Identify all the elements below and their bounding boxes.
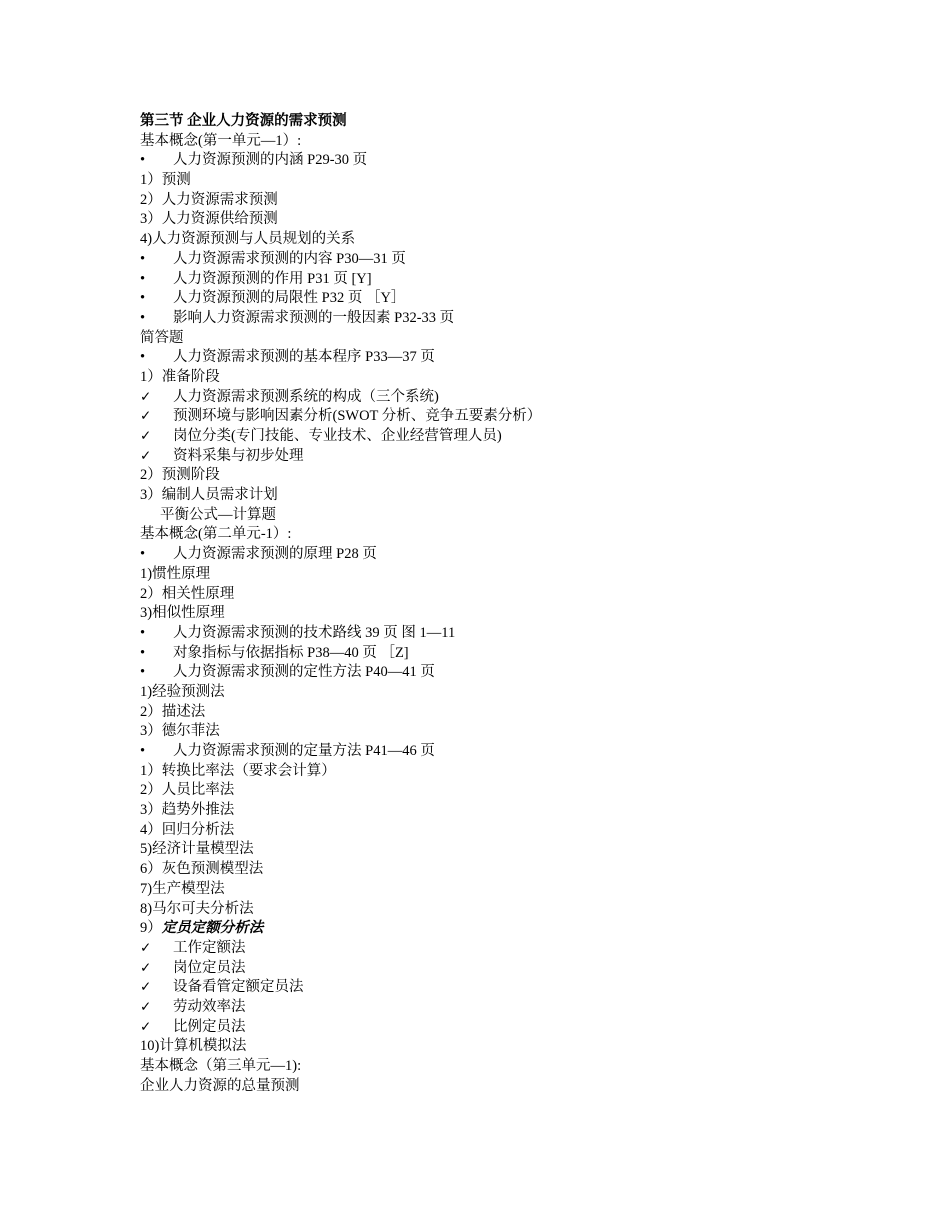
line-text: 2）相关性原理: [140, 585, 235, 602]
text-line: [140, 506, 900, 526]
line-text: 6）灰色预测模型法: [140, 861, 264, 878]
text-line: [140, 151, 900, 171]
bullet-icon: •: [140, 309, 146, 326]
bullet-icon: •: [140, 624, 146, 641]
text-line: [140, 1018, 900, 1038]
text-line: [140, 880, 900, 900]
line-text: 3）趋势外推法: [140, 802, 235, 819]
text-line: [140, 860, 900, 880]
text-line: [140, 919, 900, 939]
text-line: [140, 329, 900, 349]
bullet-icon: •: [140, 743, 146, 759]
line-text: 人力资源需求预测的内容 P30—31 页: [173, 250, 406, 267]
line-text: 人力资源需求预测的原理 P28 页: [173, 546, 377, 563]
text-line: [140, 821, 900, 841]
text-line: [140, 801, 900, 821]
bullet-icon: •: [140, 270, 146, 287]
line-emphasis: 定员定额分析法: [161, 920, 264, 937]
line-text: 基本概念（第三单元—1):: [140, 1058, 302, 1074]
bullet-icon: •: [140, 644, 146, 661]
line-text: 2）人力资源需求预测: [140, 191, 278, 208]
line-text: 设备看管定额定员法: [173, 979, 304, 996]
check-mark-icon: ✓: [140, 1018, 152, 1035]
text-line: [140, 132, 900, 152]
line-text: 简答题: [140, 329, 184, 346]
line-text: 10)计算机模拟法: [140, 1038, 247, 1055]
text-line: [140, 525, 900, 545]
line-text: 基本概念(第二单元-1）:: [140, 526, 292, 543]
line-text: 资料采集与初步处理: [173, 447, 304, 464]
line-text: 2）预测阶段: [140, 467, 220, 484]
line-text: 7)生产模型法: [140, 880, 225, 897]
check-mark-icon: ✓: [140, 388, 152, 405]
text-line: [140, 703, 900, 723]
line-text: 平衡公式—计算题: [160, 506, 276, 523]
bullet-icon: •: [140, 290, 146, 307]
bullet-icon: •: [140, 546, 146, 563]
line-text: 3)相似性原理: [140, 605, 225, 622]
check-mark-icon: ✓: [140, 979, 152, 996]
check-mark-icon: ✓: [140, 408, 152, 425]
text-line: [140, 585, 900, 605]
text-line: [140, 427, 900, 447]
line-text: 人力资源需求预测系统的构成（三个系统): [173, 388, 439, 405]
line-text: 人力资源需求预测的基本程序 P33—37 页: [173, 349, 435, 366]
check-mark-icon: ✓: [140, 998, 152, 1015]
line-text: 人力资源需求预测的技术路线 39 页 图 1—11: [173, 624, 456, 641]
text-line: [140, 742, 900, 762]
text-line: [140, 210, 900, 230]
text-line: [140, 998, 900, 1018]
line-text: 基本概念(第一单元—1）:: [140, 132, 302, 149]
document-page: [140, 112, 900, 1096]
check-mark-icon: ✓: [140, 959, 152, 976]
line-text: 人力资源需求预测的定性方法 P40—41 页: [173, 664, 435, 681]
line-text: 5)经济计量模型法: [140, 841, 254, 858]
text-line: [140, 289, 900, 309]
line-text: 2）描述法: [140, 703, 206, 720]
text-line: [140, 230, 900, 250]
line-text: 3）德尔菲法: [140, 723, 220, 740]
text-line: [140, 250, 900, 270]
text-line: [140, 900, 900, 920]
line-text: 4)人力资源预测与人员规划的关系: [140, 231, 356, 248]
check-mark-icon: ✓: [140, 428, 152, 444]
line-text: 企业人力资源的总量预测: [140, 1077, 300, 1094]
text-line: [140, 388, 900, 408]
text-line: [140, 978, 900, 998]
text-line: [140, 644, 900, 664]
line-text: 岗位分类(专门技能、专业技术、企业经营管理人员): [173, 428, 502, 444]
text-line: [140, 604, 900, 624]
text-line: [140, 959, 900, 979]
bullet-icon: •: [140, 152, 146, 169]
text-line: [140, 368, 900, 388]
text-line: [140, 624, 900, 644]
text-line: [140, 840, 900, 860]
text-line: [140, 407, 900, 427]
text-line: [140, 1057, 900, 1077]
line-text: 8)马尔可夫分析法: [140, 900, 254, 917]
line-text: 1）预测: [140, 172, 191, 189]
check-mark-icon: ✓: [140, 939, 152, 956]
line-text: 工作定额法: [173, 939, 246, 956]
text-line: [140, 939, 900, 959]
line-text: 人力资源预测的局限性 P32 页 ［Y］: [173, 290, 406, 307]
text-line: [140, 486, 900, 506]
line-text: 对象指标与依据指标 P38—40 页 ［Z]: [173, 644, 409, 661]
bullet-icon: •: [140, 664, 146, 681]
line-text: 3）人力资源供给预测: [140, 211, 278, 228]
text-line: [140, 348, 900, 368]
document-body: [140, 132, 900, 1097]
check-mark-icon: ✓: [140, 447, 152, 464]
line-text: 4）回归分析法: [140, 821, 235, 838]
line-text: 预测环境与影响因素分析(SWOT 分析、竞争五要素分析）: [173, 408, 542, 425]
line-text: 1)经验预测法: [140, 683, 225, 700]
section-title: 第三节 企业人力资源的需求预测: [140, 113, 347, 129]
line-text: 1）准备阶段: [140, 368, 220, 385]
line-text: 1）转换比率法（要求会计算）: [140, 762, 336, 779]
text-line: [140, 466, 900, 486]
text-line: [140, 171, 900, 191]
text-line: [140, 565, 900, 585]
line-text: 人力资源需求预测的定量方法 P41—46 页: [173, 743, 435, 759]
line-text: 人力资源预测的内涵 P29-30 页: [173, 152, 368, 169]
bullet-icon: •: [140, 250, 146, 267]
text-line: [140, 1077, 900, 1097]
text-line: [140, 683, 900, 703]
line-text: 人力资源预测的作用 P31 页 [Y]: [173, 270, 372, 287]
text-line: [140, 781, 900, 801]
text-line: [140, 545, 900, 565]
text-line: [140, 1037, 900, 1057]
text-line: [140, 663, 900, 683]
line-text: 9）: [140, 920, 162, 937]
text-line: [140, 270, 900, 290]
line-text: 岗位定员法: [173, 959, 246, 976]
line-text: 2）人员比率法: [140, 782, 235, 799]
text-line: [140, 309, 900, 329]
text-line: [140, 722, 900, 742]
line-text: 3）编制人员需求计划: [140, 487, 278, 504]
line-text: 比例定员法: [173, 1018, 246, 1035]
text-line: [140, 447, 900, 467]
text-line: [140, 191, 900, 211]
line-text: 1)惯性原理: [140, 565, 211, 582]
line-text: 劳动效率法: [173, 998, 246, 1015]
line-text: 影响人力资源需求预测的一般因素 P32-33 页: [173, 309, 455, 326]
bullet-icon: •: [140, 349, 146, 366]
text-line: [140, 762, 900, 782]
